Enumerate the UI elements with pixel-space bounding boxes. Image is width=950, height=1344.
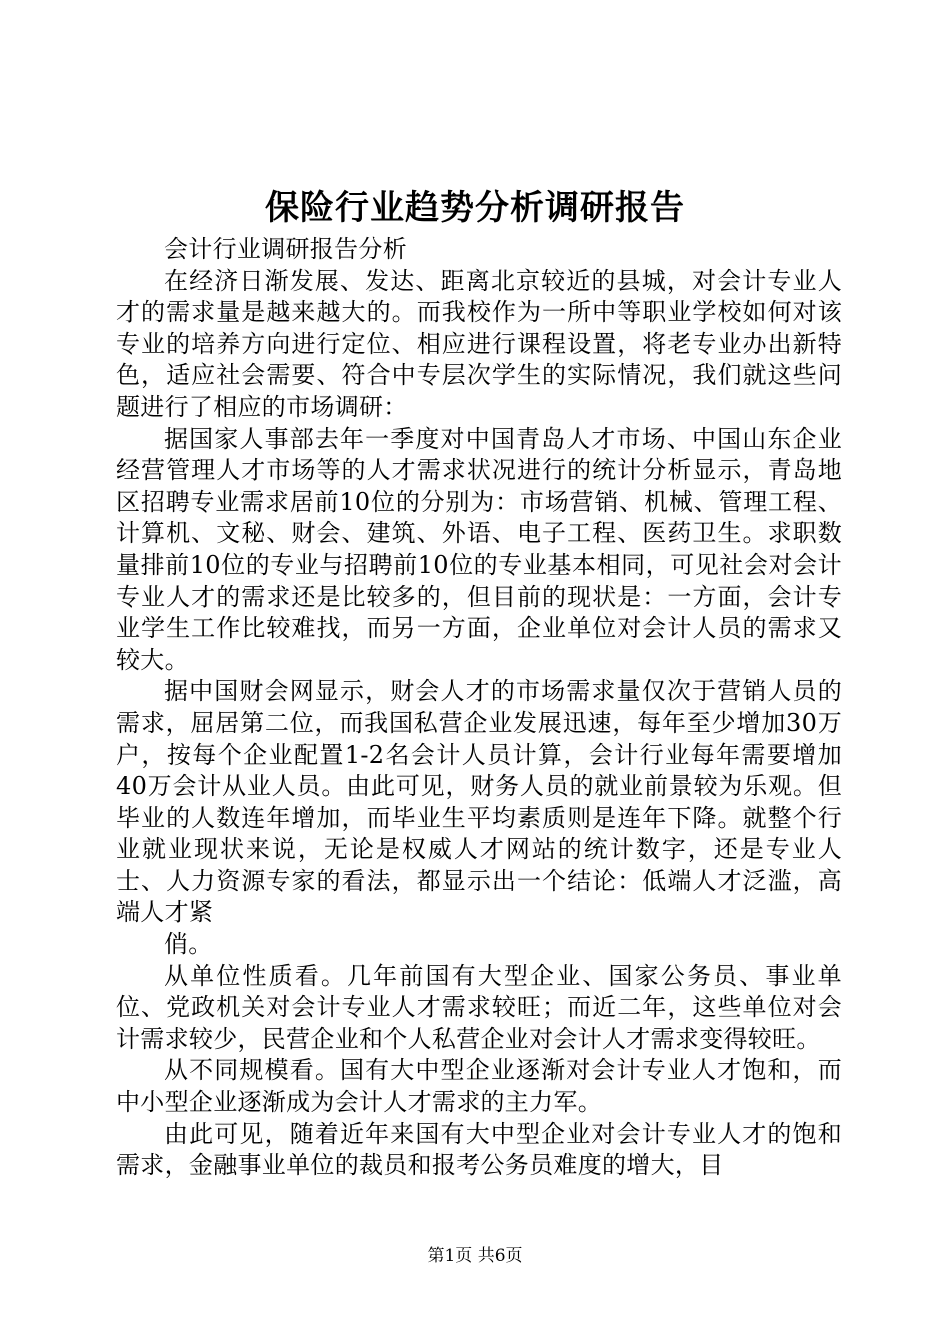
document-body <box>116 234 842 1182</box>
page-number-footer: 第1页 共6页 <box>427 1246 523 1266</box>
paragraph: 在经济日渐发展、发达、距离北京较近的县城，对会计专业人才的需求量是越来越大的。而我校作为一所中等职业学校如何对该专业的培养方向进行定位、相应进行课程设置，将老专业办出新特色，适应社会需要、符合中专层次学生的实际情况，我们就这些问题进行了相应的市场调研： <box>116 266 842 421</box>
paragraph: 从单位性质看。几年前国有大型企业、国家公务员、事业单位、党政机关对会计专业人才需求较旺；而近二年，这些单位对会计需求较少，民营企业和个人私营企业对会计人才需求变得较旺。 <box>116 961 842 1053</box>
paragraph: 据中国财会网显示，财会人才的市场需求量仅次于营销人员的需求，屈居第二位，而我国私营企业发展迅速，每年至少增加30万户，按每个企业配置1-2名会计人员计算，会计行业每年需要增加40万会计从业人员。由此可见，财务人员的就业前景较为乐观。但毕业的人数连年增加，而毕业生平均素质则是连年下降。就整个行业就业现状来说，无论是权威人才网站的统计数字，还是专业人士、人力资源专家的看法，都显示出一个结论：低端人才泛滥，高端人才紧 <box>116 677 842 927</box>
paragraph-subtitle: 会计行业调研报告分析 <box>164 235 407 263</box>
paragraph: 俏。 <box>164 930 213 959</box>
document-title: 保险行业趋势分析调研报告 <box>265 188 685 228</box>
paragraph: 由此可见，随着近年来国有大中型企业对会计专业人才的饱和需求，金融事业单位的裁员和报考公务员难度的增大，目 <box>116 1119 842 1180</box>
paragraph: 从不同规模看。国有大中型企业逐渐对会计专业人才饱和，而中小型企业逐渐成为会计人才需求的主力军。 <box>116 1056 842 1117</box>
paragraph: 据国家人事部去年一季度对中国青岛人才市场、中国山东企业经营管理人才市场等的人才需求状况进行的统计分析显示，青岛地区招聘专业需求居前10位的分别为：市场营销、机械、管理工程、计算机、文秘、财会、建筑、外语、电子工程、医药卫生。求职数量排前10位的专业与招聘前10位的专业基本相同，可见社会对会计专业人才的需求还是比较多的，但目前的现状是：一方面，会计专业学生工作比较难找，而另一方面，企业单位对会计人员的需求又较大。 <box>116 424 842 674</box>
